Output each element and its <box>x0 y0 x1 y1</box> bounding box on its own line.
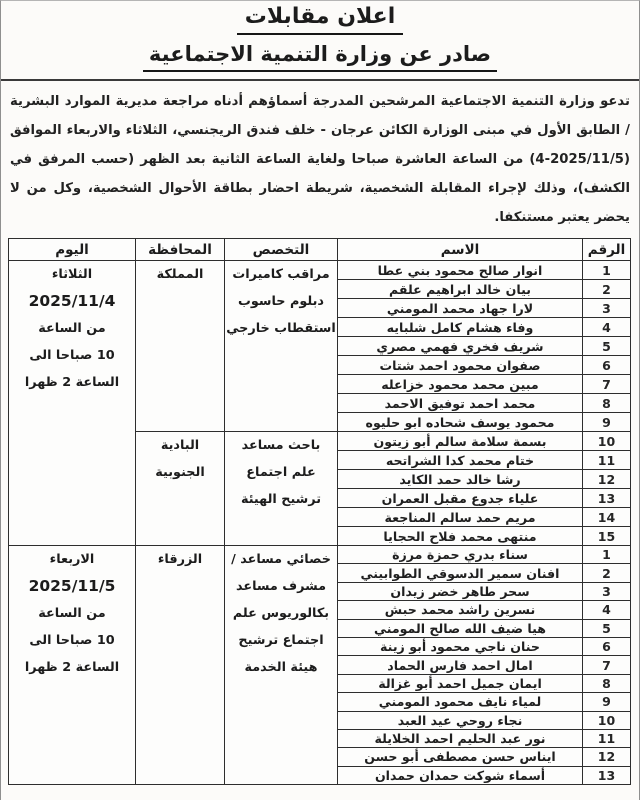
page-title: اعلان مقابلات <box>237 4 404 35</box>
row-number: 6 <box>583 356 631 375</box>
candidate-name: منتهى محمد فلاح الحجايا <box>338 527 583 546</box>
header-governorate: المحافظة <box>136 239 225 261</box>
candidate-name: نور عبد الحليم احمد الخلايلة <box>338 729 583 747</box>
row-number: 10 <box>583 711 631 729</box>
row-number: 14 <box>583 508 631 527</box>
candidate-name: بيان خالد ابراهيم علقم <box>338 280 583 299</box>
row-number: 10 <box>583 432 631 451</box>
candidate-name: بسمة سلامة سالم أبو زيتون <box>338 432 583 451</box>
candidate-name: سناء بدري حمزة مرزة <box>338 546 583 564</box>
header-name: الاسم <box>338 239 583 261</box>
row-number: 15 <box>583 527 631 546</box>
table-row <box>9 546 631 564</box>
candidate-name: مريم حمد سالم المناجعة <box>338 508 583 527</box>
row-number: 11 <box>583 451 631 470</box>
candidate-name: افنان سمير الدسوقي الطوابيني <box>338 564 583 582</box>
candidate-name: رشا خالد حمد الكايد <box>338 470 583 489</box>
row-number: 12 <box>583 470 631 489</box>
candidate-name: حنان ناجي محمود أبو زينة <box>338 637 583 655</box>
candidate-name: شريف فخري فهمي مصري <box>338 337 583 356</box>
row-number: 9 <box>583 693 631 711</box>
candidate-name: انوار صالح محمود بني عطا <box>338 261 583 280</box>
page-subtitle: صادر عن وزارة التنمية الاجتماعية <box>143 42 497 72</box>
day-cell: الاربعاء 2025/11/5 من الساعة 10 صباحا الى الساعة 2 ظهرا <box>9 546 136 785</box>
candidate-name: وفاء هشام كامل شلبايه <box>338 318 583 337</box>
candidate-name: ختام محمد كدا الشراتحه <box>338 451 583 470</box>
announcement-table <box>8 238 631 785</box>
governorate-cell: المملكة <box>136 261 225 432</box>
row-number: 3 <box>583 582 631 600</box>
candidate-name: لارا جهاد محمد المومني <box>338 299 583 318</box>
candidate-name: ايمان جميل احمد أبو غزالة <box>338 674 583 692</box>
candidate-name: نسرين راشد محمد حبش <box>338 601 583 619</box>
specialization-cell: باحث مساعد علم اجتماع ترشيح الهيئة <box>225 432 338 546</box>
header-specialization: التخصص <box>225 239 338 261</box>
header-day: اليوم <box>9 239 136 261</box>
row-number: 4 <box>583 318 631 337</box>
row-number: 6 <box>583 637 631 655</box>
day-cell: الثلاثاء 2025/11/4 من الساعة 10 صباحا الى الساعة 2 ظهرا <box>9 261 136 546</box>
row-number: 3 <box>583 299 631 318</box>
table-header-row <box>9 239 631 261</box>
row-number: 9 <box>583 413 631 432</box>
intro-paragraph: تدعو وزارة التنمية الاجتماعية المرشحين المدرجة أسماؤهم أدناه مراجعة مديرية الموارد البشرية / الطابق الأول في مبنى الوزارة الكائن عرجان - خلف فندق الريجنسي، الثلاثاء والاربعاء الموافق (2025/11/5-4) من الساعة العاشرة صباحا ولغاية الساعة الثانية بعد الظهر (حسب المرفق في الكشف)، وذلك لإجراء المقابلة الشخصية، شريطة احضار بطاقة الأحوال الشخصية، وكل من لا يحضر يعتبر مستنكفا. <box>10 94 630 225</box>
row-number: 11 <box>583 729 631 747</box>
row-number: 1 <box>583 546 631 564</box>
governorate-cell: الزرقاء <box>136 546 225 785</box>
table-body <box>9 261 631 785</box>
row-number: 2 <box>583 280 631 299</box>
candidate-name: نجاء روحي عيد العبد <box>338 711 583 729</box>
candidate-name: هيا ضيف الله صالح المومني <box>338 619 583 637</box>
row-number: 8 <box>583 674 631 692</box>
row-number: 7 <box>583 656 631 674</box>
specialization-cell: خصائي مساعد / مشرف مساعد بكالوريوس علم اجتماع ترشيح هيئة الخدمة <box>225 546 338 785</box>
row-number: 4 <box>583 601 631 619</box>
governorate-cell: البادية الجنوبية <box>136 432 225 546</box>
table-row <box>9 261 631 280</box>
row-number: 5 <box>583 619 631 637</box>
row-number: 12 <box>583 748 631 766</box>
row-number: 8 <box>583 394 631 413</box>
candidate-name: صفوان محمود احمد شتات <box>338 356 583 375</box>
candidate-name: محمود يوسف شحاده ابو حليوه <box>338 413 583 432</box>
candidate-name: محمد احمد توفيق الاحمد <box>338 394 583 413</box>
candidate-name: أسماء شوكت حمدان حمدان <box>338 766 583 784</box>
candidate-name: سحر طاهر خضر زيدان <box>338 582 583 600</box>
row-number: 7 <box>583 375 631 394</box>
header-number: الرقم <box>583 239 631 261</box>
announcement-header <box>1 1 639 72</box>
row-number: 1 <box>583 261 631 280</box>
row-number: 5 <box>583 337 631 356</box>
candidate-name: علياء جدوع مقبل العمران <box>338 489 583 508</box>
candidate-name: مبين محمد محمود خزاعله <box>338 375 583 394</box>
candidate-name: امال احمد فارس الحماد <box>338 656 583 674</box>
row-number: 13 <box>583 766 631 784</box>
specialization-cell: مراقب كاميرات دبلوم حاسوب استقطاب خارجي <box>225 261 338 432</box>
candidate-name: ايناس حسن مصطفى أبو حسن <box>338 748 583 766</box>
row-number: 2 <box>583 564 631 582</box>
candidate-name: لمياء نايف محمود المومني <box>338 693 583 711</box>
row-number: 13 <box>583 489 631 508</box>
